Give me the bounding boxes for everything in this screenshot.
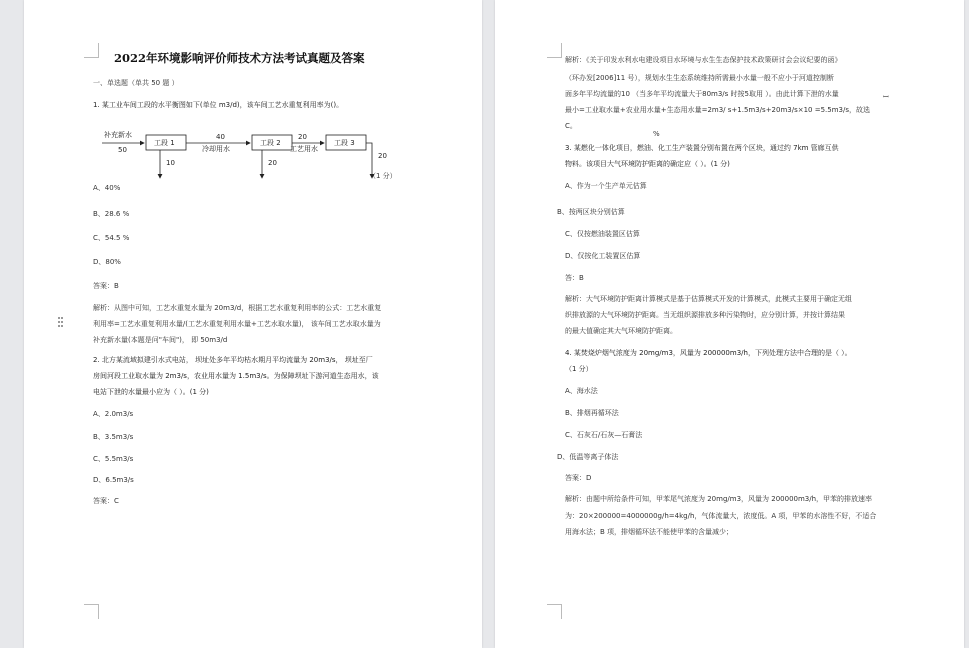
question-1-analysis-line: 补充新水量(本题是问"车间")， 即 50m3/d bbox=[93, 336, 228, 344]
question-3-option-a: A、作为一个生产单元估算 bbox=[565, 182, 647, 190]
question-2-option-d: D、6.5m3/s bbox=[93, 476, 134, 484]
margin-corner-bottom-left bbox=[547, 604, 562, 619]
question-3-analysis-line: 解析：大气环境防护距离计算模式是基于估算模式开发的计算模式，此模式主要用于确定无组 bbox=[565, 295, 852, 303]
question-3-stem-line: 3. 某燃化一体化项目，燃油、化工生产装置分别布置在两个区块，通过约 7km 管廊互供 bbox=[565, 144, 839, 152]
document-page-right bbox=[495, 0, 964, 648]
question-1-option-a: A、40% bbox=[93, 184, 121, 192]
drag-handle-icon[interactable] bbox=[58, 317, 66, 329]
question-2-analysis-line: 最小=工业取水量+农业用水量+生态用水量=2m3/ s+1.5m3/s+20m3/s×10 =5.5m3/s，故选 bbox=[565, 106, 871, 114]
question-2-option-c: C、5.5m3/s bbox=[93, 455, 134, 463]
diagram-box-2-label: 工段 2 bbox=[260, 139, 281, 147]
question-3-answer: 答：B bbox=[565, 274, 584, 282]
diagram-flow-12-label: 冷却用水 bbox=[202, 145, 230, 153]
diagram-flow-23-label: 工艺用水 bbox=[290, 145, 318, 153]
diagram-loss-2: 20 bbox=[268, 159, 277, 167]
question-3-option-d: D、仅按化工装置区估算 bbox=[565, 252, 641, 260]
question-2-analysis-line: C。 bbox=[565, 122, 577, 130]
stray-mark: ꟷ bbox=[883, 93, 889, 101]
question-4-option-d: D、低温等离子体法 bbox=[557, 453, 619, 461]
question-2-analysis-line: 解析：《关于印发水利水电建设项目水环境与水生生态保护技术政策研讨会会议纪要的函》 bbox=[565, 56, 842, 64]
question-1-option-d: D、80% bbox=[93, 258, 121, 266]
diagram-flow-23-value: 20 bbox=[298, 133, 307, 141]
question-1-option-b: B、28.6 % bbox=[93, 210, 130, 218]
question-3-analysis-line: 织排放源的大气环境防护距离。当无组织源排放多种污染物时，应分别计算，并按计算结果 bbox=[565, 311, 845, 319]
question-4-stem-line: （1 分） bbox=[565, 365, 593, 373]
question-2-option-a: A、2.0m3/s bbox=[93, 410, 134, 418]
question-1-analysis-line: 解析：从图中可知，工艺水重复水量为 20m3/d，根据工艺水重复利用率的公式：工艺水重复 bbox=[93, 304, 382, 312]
diagram-inflow-value: 50 bbox=[118, 146, 127, 154]
question-2-stem-line: 2. 北方某流域拟建引水式电站， 坝址处多年平均枯水期月平均流量为 20m3/s， 坝址至厂 bbox=[93, 356, 373, 364]
diagram-box-1-label: 工段 1 bbox=[154, 139, 175, 147]
question-1-analysis-line: 利用率=工艺水重复利用水量/(工艺水重复利用水量+工艺水取水量)， 该车间工艺水取水量为 bbox=[93, 320, 381, 328]
margin-corner-bottom-left bbox=[84, 604, 99, 619]
question-3-stem-line: 物料。该项目大气环境防护距离的确定应（ ）。(1 分) bbox=[565, 160, 730, 168]
question-1-stem: 1. 某工业车间工段的水平衡图如下(单位 m3/d)，该车间工艺水重复利用率为()。 bbox=[93, 101, 344, 109]
question-4-option-b: B、排烟再循环法 bbox=[565, 409, 619, 417]
question-1-option-c: C、54.5 % bbox=[93, 234, 130, 242]
document-page-left bbox=[24, 0, 482, 648]
diagram-flow-12-value: 40 bbox=[216, 133, 225, 141]
document-title: 2022年环境影响评价师技术方法考试真题及答案 bbox=[114, 51, 365, 65]
diagram-inflow-label: 补充新水 bbox=[104, 131, 132, 139]
margin-corner-top-left bbox=[547, 43, 562, 58]
question-3-option-c: C、仅按燃油装置区估算 bbox=[565, 230, 640, 238]
question-4-option-a: A、海水法 bbox=[565, 387, 598, 395]
question-3-option-b: B、按两区块分别估算 bbox=[557, 208, 625, 216]
question-2-analysis-line: 面多年平均流量的10 （当多年平均流量大于80m3/s 时按5取用 ）。由此计算下泄的水量 bbox=[565, 90, 839, 98]
question-2-stem-line: 电站下泄的水量最小应为（ ）。(1 分) bbox=[93, 388, 209, 396]
stray-mark: % bbox=[653, 130, 660, 138]
question-1-score: （1 分） bbox=[369, 172, 397, 180]
diagram-box-3-label: 工段 3 bbox=[334, 139, 355, 147]
question-4-option-c: C、石灰石/石灰—石膏法 bbox=[565, 431, 643, 439]
section-heading: 一、单选题（单共 50 题 ） bbox=[93, 79, 179, 87]
question-3-analysis-line: 的最大值确定其大气环境防护距离。 bbox=[565, 327, 677, 335]
question-4-analysis-line: 为：20×200000=4000000g/h=4kg/h，气体流量大，浓度低。A 项，甲苯的水溶性不好，不适合 bbox=[565, 512, 877, 520]
question-4-analysis-line: 用海水法；B 项，排烟循环法不能使甲苯的含量减少； bbox=[565, 528, 734, 536]
question-2-answer: 答案：C bbox=[93, 497, 119, 505]
margin-corner-top-left bbox=[84, 43, 99, 58]
question-2-option-b: B、3.5m3/s bbox=[93, 433, 134, 441]
question-4-analysis-line: 解析：由题中所给条件可知，甲苯尾气浓度为 20mg/m3，风量为 200000m3/h，甲苯的排放速率 bbox=[565, 495, 873, 503]
diagram-loss-1: 10 bbox=[166, 159, 175, 167]
question-2-analysis-line: （环办发[2006]11 号），规划水生生态系统维持所需最小水量一般不应小于河道控制断 bbox=[565, 74, 834, 82]
question-2-stem-line: 房间河段工业取水量为 2m3/s，农业用水量为 1.5m3/s。为保障坝址下游河道生态用水，该 bbox=[93, 372, 379, 380]
diagram-loss-3: 20 bbox=[378, 152, 387, 160]
question-4-stem-line: 4. 某焚烧炉烟气浓度为 20mg/m3，风量为 200000m3/h，下列处理方法中合理的是（ ）。 bbox=[565, 349, 852, 357]
question-1-answer: 答案：B bbox=[93, 282, 119, 290]
question-4-answer: 答案：D bbox=[565, 474, 592, 482]
